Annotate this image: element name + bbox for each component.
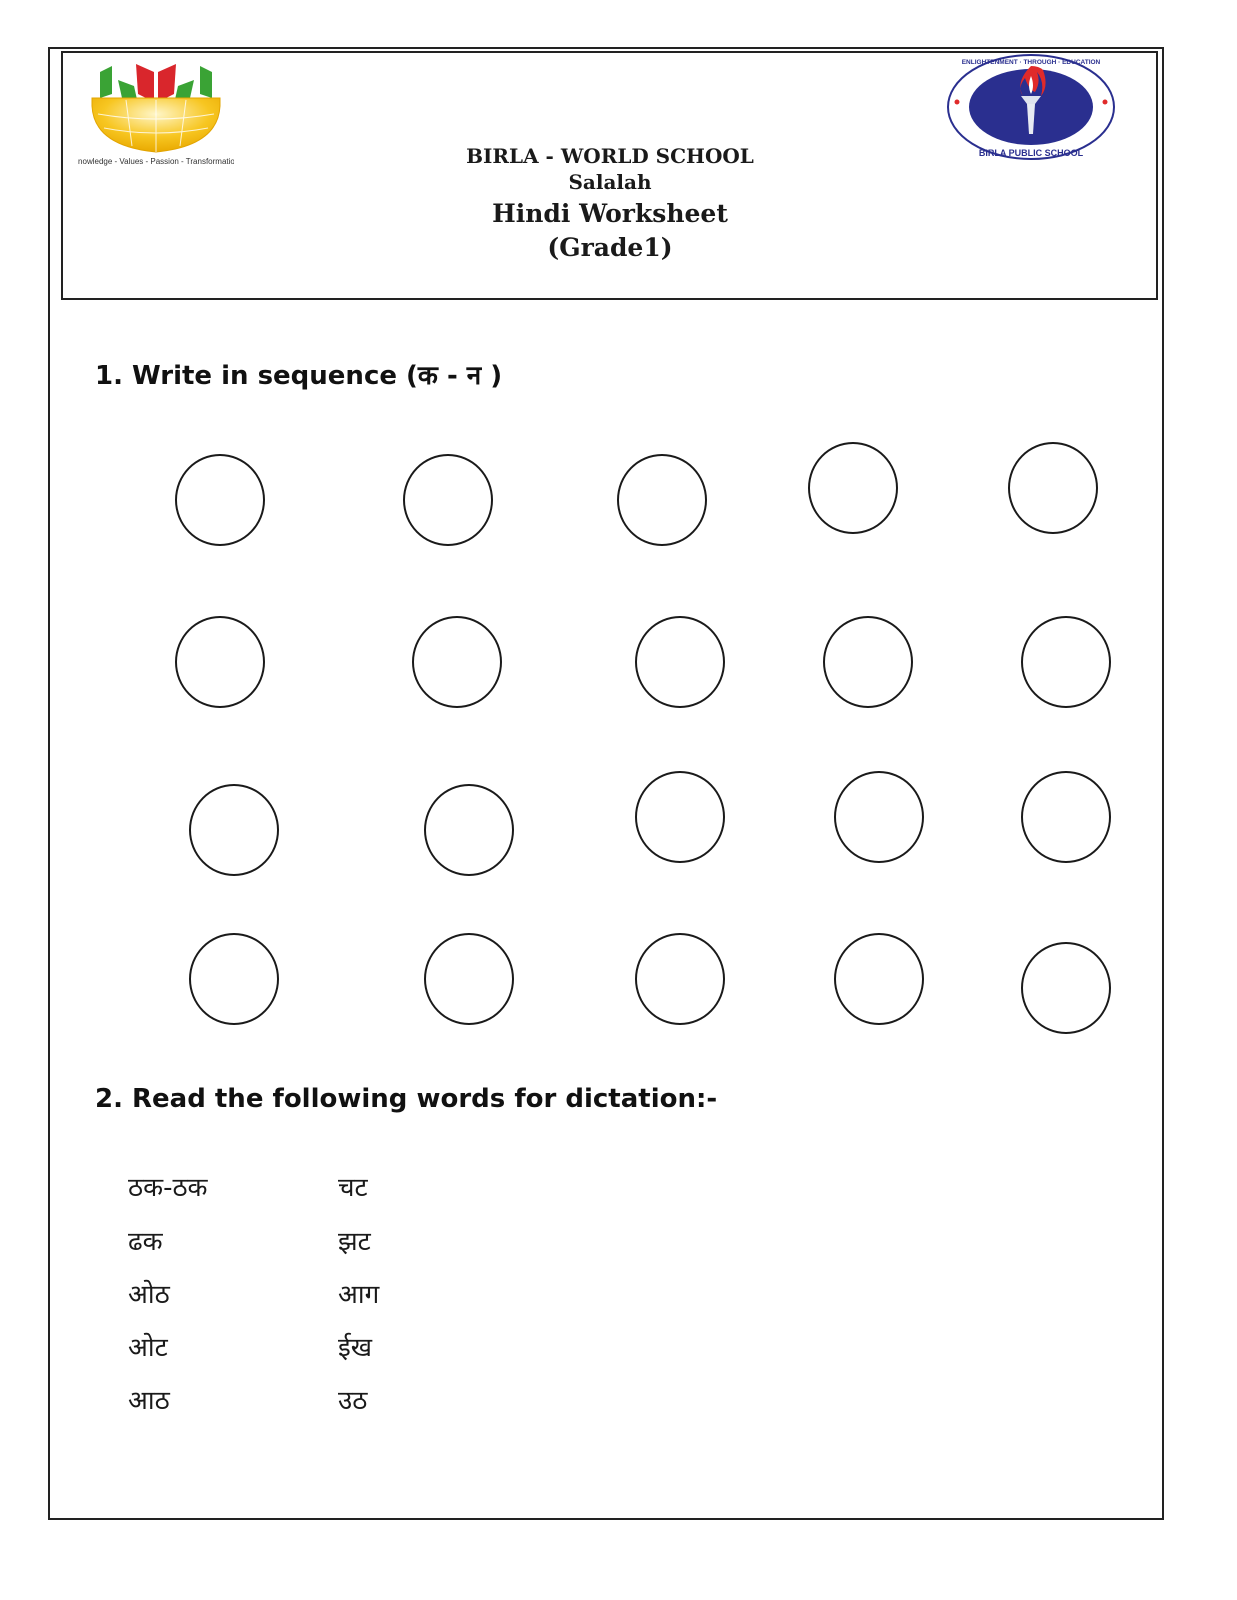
answer-circle[interactable]: [1008, 442, 1098, 534]
answer-circle[interactable]: [823, 616, 913, 708]
dictation-word: झट: [338, 1227, 371, 1257]
answer-circle[interactable]: [189, 784, 279, 876]
dictation-word: आठ: [128, 1386, 170, 1416]
dictation-word: ओठ: [128, 1280, 170, 1310]
answer-circle[interactable]: [635, 616, 725, 708]
answer-circle[interactable]: [808, 442, 898, 534]
dictation-word: ठक-ठक: [128, 1173, 208, 1203]
answer-circle[interactable]: [834, 771, 924, 863]
answer-circle[interactable]: [175, 616, 265, 708]
worksheet-title: Hindi Worksheet: [492, 199, 728, 228]
answer-circle[interactable]: [1021, 616, 1111, 708]
answer-circle[interactable]: [412, 616, 502, 708]
birla-public-school-logo-icon: [945, 52, 1117, 162]
svg-text:BIRLA PUBLIC SCHOOL: BIRLA PUBLIC SCHOOL: [978, 148, 1084, 158]
answer-circle[interactable]: [635, 771, 725, 863]
answer-circle[interactable]: [834, 933, 924, 1025]
answer-circle[interactable]: [424, 784, 514, 876]
question-1-heading: 1. Write in sequence (क - न ): [95, 361, 503, 391]
answer-circle[interactable]: [635, 933, 725, 1025]
answer-circle[interactable]: [617, 454, 707, 546]
answer-circle[interactable]: [424, 933, 514, 1025]
answer-circle[interactable]: [1021, 771, 1111, 863]
svg-text:Knowledge - Values - Passion -: Knowledge - Values - Passion - Transformation: [78, 157, 234, 166]
dictation-word: ढक: [128, 1227, 163, 1257]
dictation-word: आग: [338, 1280, 380, 1310]
question-2-heading: 2. Read the following words for dictation:-: [95, 1084, 718, 1114]
dictation-word: चट: [338, 1173, 368, 1203]
dictation-word: ईख: [338, 1333, 373, 1363]
answer-circle[interactable]: [403, 454, 493, 546]
birla-world-school-logo-icon: [78, 58, 234, 168]
answer-circle[interactable]: [1021, 942, 1111, 1034]
school-city: Salalah: [568, 170, 652, 194]
school-name: BIRLA - WORLD SCHOOL: [466, 144, 754, 168]
dictation-word: ओट: [128, 1333, 168, 1363]
grade-label: (Grade1): [547, 233, 673, 262]
svg-text:ENLIGHTENMENT · THROUGH · EDUC: ENLIGHTENMENT · THROUGH · EDUCATION: [961, 59, 1101, 66]
answer-circle[interactable]: [189, 933, 279, 1025]
dictation-word: उठ: [338, 1386, 368, 1416]
answer-circle[interactable]: [175, 454, 265, 546]
